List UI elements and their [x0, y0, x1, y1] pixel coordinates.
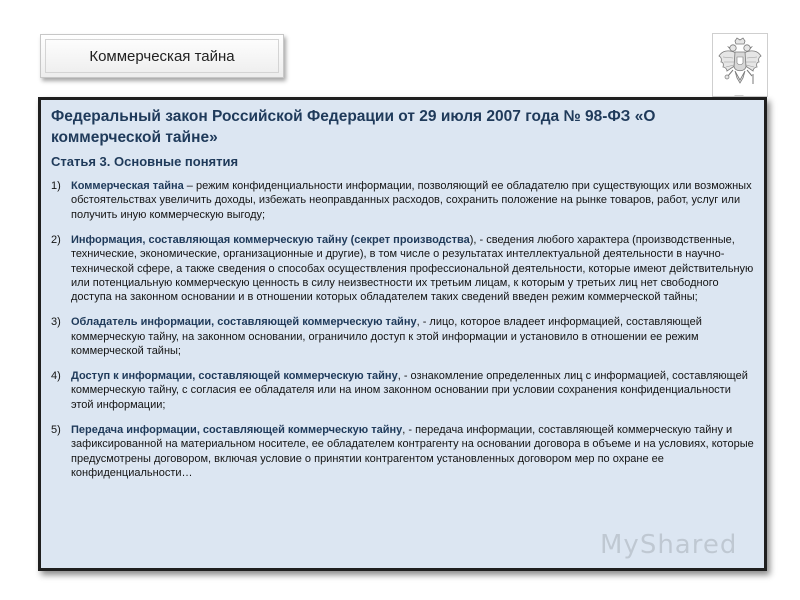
russian-coat-of-arms-icon [713, 34, 767, 96]
definition-body [71, 369, 754, 412]
watermark: MyShared [600, 530, 738, 560]
definition-term: Передача информации, составляющей коммерческую тайну [71, 423, 403, 436]
definition-term: Доступ к информации, составляющей коммерческую тайну [71, 369, 398, 382]
definition-number: 4) [51, 369, 61, 382]
slide-title: Коммерческая тайна [89, 47, 235, 65]
definition-term: Коммерческая тайна [71, 180, 184, 192]
definition-text: ), - сведения любого характера (производственные, технические, экономические, организационные и другие), в том числе о результатах интеллектуальной деятельности в научно-технической сфере, а также сведения о способах осуществления профессиональной деятельности, которые имеют действительную или потенциальную коммерческую ценность в силу неизвестности их третьим лицам, к которым у третьих лиц нет свободного доступа на законном основании и в отношении которых обладателем таких сведений введен режим коммерческой тайны; [71, 233, 754, 304]
definition-number: 5) [51, 423, 61, 436]
article-title: Статья 3. Основные понятия [51, 154, 239, 169]
definition-term: Информация, составляющая коммерческую тайну (секрет производства [71, 233, 470, 246]
definition-body [71, 233, 754, 305]
definition-number: 1) [51, 180, 61, 192]
definition-item [51, 179, 754, 222]
definition-text: , - лицо, которое владеет информацией, составляющей коммерческую тайну, на законном основании, ограничило доступ к этой информации и установило в отношении ее режим коммерческой тайны; [71, 316, 702, 358]
law-title: Федеральный закон Российской Федерации от 29 июля 2007 года № 98-ФЗ «О коммерческой тайне» [51, 108, 656, 146]
definition-text: , - передача информации, составляющей коммерческую тайну и зафиксированной на материальном носителе, ее обладателем контрагенту на основании договора в объеме и на условиях, которые предусмотрены договором, включая условие о принятии контрагентом установленных договором мер по охране ее конфиденциальности… [71, 423, 754, 479]
coat-of-arms-emblem [712, 33, 768, 97]
definition-item [51, 315, 754, 358]
definitions-list [51, 179, 754, 480]
definition-body [71, 315, 754, 358]
definition-body [71, 179, 754, 222]
definition-text: – режим конфиденциальности информации, позволяющий ее обладателю при существующих или возможных обстоятельствах увеличить доходы, избежать неоправданных расходов, сохранить положение на рынке товаров, работ, услуг или получить иную коммерческую выгоду; [71, 180, 752, 221]
definition-number: 2) [51, 233, 61, 246]
definition-item [51, 423, 754, 481]
definition-term: Обладатель информации, составляющей коммерческую тайну [71, 316, 417, 329]
definition-item [51, 369, 754, 412]
content-panel [38, 97, 767, 571]
definition-body [71, 423, 754, 481]
definition-item [51, 233, 754, 305]
definition-text: , - ознакомление определенных лиц с информацией, составляющей коммерческую тайну, с согласия ее обладателя или на ином законном основании при условии сохранения конфиденциальности этой информации; [71, 369, 748, 411]
title-box [40, 34, 284, 78]
definition-number: 3) [51, 316, 61, 329]
